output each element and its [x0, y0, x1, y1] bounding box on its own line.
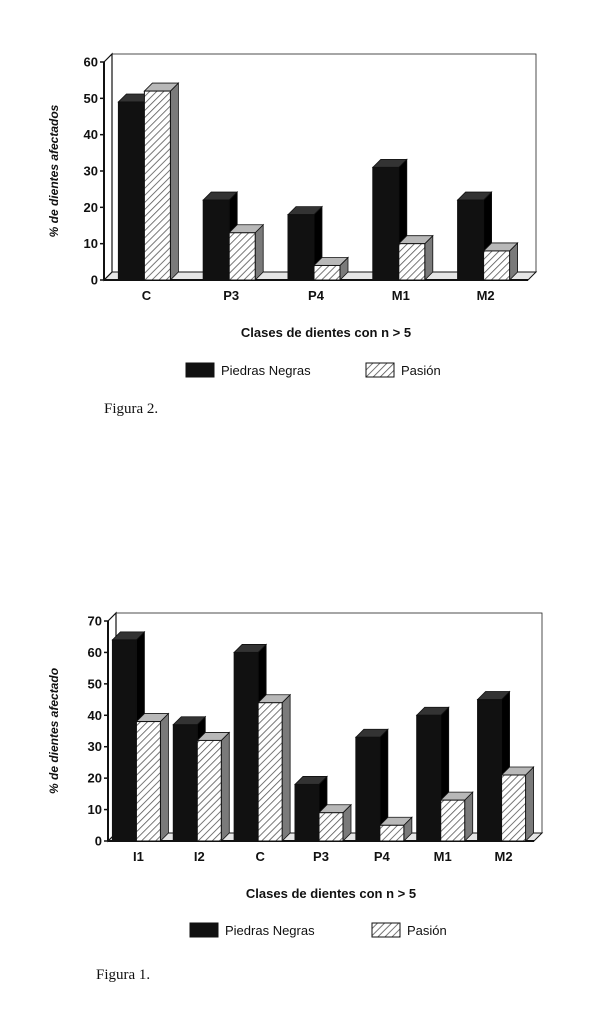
legend-swatch [372, 923, 400, 937]
bar-pasion-i1 [136, 714, 168, 841]
x-tick-label: M2 [476, 288, 495, 303]
bar-side [160, 714, 168, 841]
legend-entry [372, 923, 447, 938]
bar-pasion-m2 [484, 243, 518, 280]
figure-caption: Figura 2. [104, 401, 159, 417]
bar-face [380, 825, 404, 841]
bar-pasion-p4 [380, 817, 412, 841]
bar-face [314, 265, 340, 280]
bar-face [258, 703, 282, 841]
legend-label: Piedras Negras [225, 923, 315, 938]
bar-face [458, 200, 484, 280]
x-tick-label: C [141, 288, 152, 303]
bar-face [417, 715, 441, 841]
bar-side [221, 732, 229, 841]
bar-pasion-i2 [197, 732, 229, 841]
plot-side-wall [104, 54, 112, 280]
x-tick-label: C [255, 849, 265, 864]
x-tick-label: M1 [433, 849, 452, 864]
x-axis-label: Clases de dientes con n > 5 [245, 886, 417, 901]
legend-swatch [186, 363, 214, 377]
legend-entry [190, 923, 315, 938]
y-tick-label: 10 [87, 802, 102, 818]
bar-pasion-m1 [399, 236, 433, 280]
y-tick-label: 60 [83, 54, 98, 70]
y-tick-label: 60 [87, 644, 102, 660]
x-tick-label: P4 [373, 849, 390, 864]
bar-face [173, 725, 197, 841]
legend-entry [366, 363, 441, 378]
bar-face [112, 640, 136, 841]
x-tick-label: I2 [193, 849, 205, 864]
y-tick-label: 40 [87, 707, 102, 723]
bar-pasion-c [144, 83, 178, 280]
chart-figura-1 [0, 600, 611, 960]
y-tick-label: 70 [87, 613, 102, 629]
bar-pasion-m2 [502, 767, 534, 841]
bar-face [478, 700, 502, 841]
y-tick-label: 20 [83, 199, 98, 215]
bar-face [502, 775, 526, 841]
x-tick-label: I1 [133, 849, 144, 864]
y-tick-label: 0 [94, 833, 102, 849]
bar-face [197, 740, 221, 841]
legend-entry [186, 363, 311, 378]
figure-caption: Figura 1. [96, 967, 151, 983]
bar-pasion-c [258, 695, 290, 841]
y-tick-label: 10 [83, 236, 98, 252]
legend-label: Pasión [401, 363, 441, 378]
bar-face [399, 244, 425, 280]
bar-pasion-m1 [441, 792, 473, 841]
y-tick-label: 50 [87, 676, 102, 692]
bar-side [282, 695, 290, 841]
bar-face [484, 251, 510, 280]
y-tick-label: 30 [87, 739, 102, 755]
bar-pasion-p4 [314, 257, 348, 280]
y-tick-label: 0 [90, 272, 98, 288]
bar-face [144, 91, 170, 280]
x-axis-label: Clases de dientes con n > 5 [240, 325, 412, 340]
bar-face [295, 784, 319, 841]
x-tick-label: P4 [308, 288, 324, 303]
bar-side [170, 83, 178, 280]
bar-face [356, 737, 380, 841]
legend-swatch [190, 923, 218, 937]
bar-face [441, 800, 465, 841]
bar-side [255, 225, 263, 280]
bar-face [136, 722, 160, 841]
legend-label: Piedras Negras [221, 363, 311, 378]
bar-pasion-p3 [229, 225, 263, 280]
bar-face [229, 233, 255, 280]
x-tick-label: P3 [313, 849, 329, 864]
y-tick-label: 30 [83, 163, 98, 179]
legend-label: Pasión [407, 923, 447, 938]
bar-face [373, 167, 399, 280]
legend-swatch [366, 363, 394, 377]
x-tick-label: M2 [494, 849, 513, 864]
x-tick-label: P3 [223, 288, 240, 303]
bar-face [203, 200, 229, 280]
x-tick-label: M1 [391, 288, 410, 303]
chart-figura-2 [0, 0, 611, 400]
bar-side [526, 767, 534, 841]
y-tick-label: 50 [83, 90, 98, 106]
y-axis-label: % de dientes afectados [47, 104, 61, 238]
bar-face [288, 215, 314, 280]
bar-face [118, 102, 144, 280]
bar-face [234, 652, 258, 841]
y-tick-label: 20 [87, 770, 102, 786]
y-tick-label: 40 [83, 127, 98, 143]
bar-face [319, 813, 343, 841]
bar-pasion-p3 [319, 805, 351, 841]
y-axis-label: % de dientes afectado [47, 667, 61, 795]
